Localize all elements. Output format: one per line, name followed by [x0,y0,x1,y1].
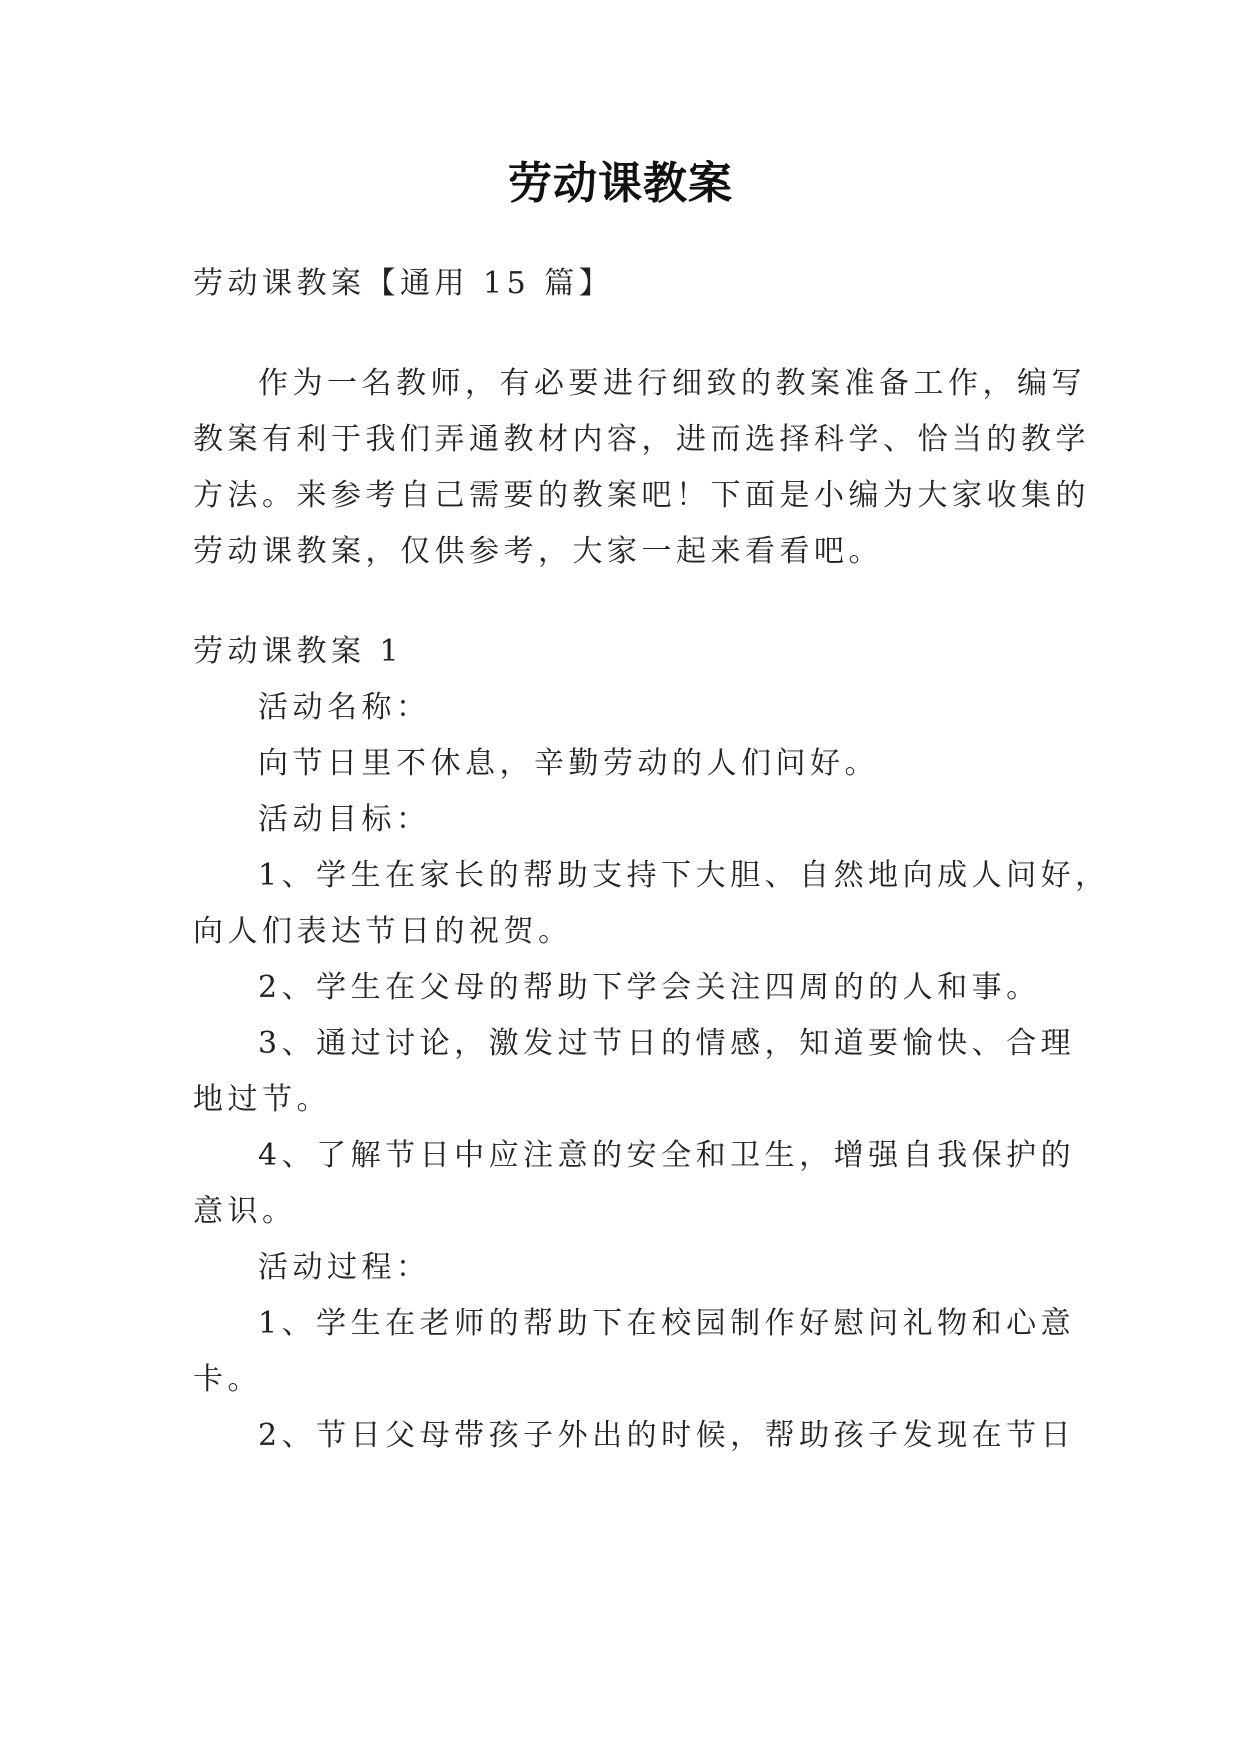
body-line: 1、学生在家长的帮助支持下大胆、自然地向成人问好， [258,858,1110,893]
body-line: 意识。 [193,1194,297,1229]
body-line: 活动过程： [258,1250,431,1285]
body-line: 卡。 [193,1362,262,1397]
body-line: 活动目标： [258,802,431,837]
intro-paragraph-line: 方法。来参考自己需要的教案吧！下面是小编为大家收集的 [193,478,1090,513]
body-line: 地过节。 [193,1082,331,1117]
body-line: 2、节日父母带孩子外出的时候，帮助孩子发现在节日 [258,1418,1076,1453]
body-line: 1、学生在老师的帮助下在校园制作好慰问礼物和心意 [258,1306,1076,1341]
intro-paragraph-line: 劳动课教案，仅供参考，大家一起来看看吧。 [193,534,883,569]
document-title: 劳动课教案 [508,158,733,209]
intro-paragraph-line: 作为一名教师，有必要进行细致的教案准备工作，编写 [258,366,1086,401]
body-line: 4、了解节日中应注意的安全和卫生，增强自我保护的 [258,1138,1076,1173]
body-line: 向节日里不休息，辛勤劳动的人们问好。 [258,746,879,781]
document-subtitle: 劳动课教案【通用 15 篇】 [193,266,614,301]
body-line: 2、学生在父母的帮助下学会关注四周的的人和事。 [258,970,1041,1005]
body-line: 3、通过讨论，激发过节日的情感，知道要愉快、合理 [258,1026,1076,1061]
body-line: 活动名称： [258,690,431,725]
intro-paragraph-line: 教案有利于我们弄通教材内容，进而选择科学、恰当的教学 [193,422,1090,457]
section-heading: 劳动课教案 1 [193,634,404,669]
body-line: 向人们表达节日的祝贺。 [193,914,573,949]
